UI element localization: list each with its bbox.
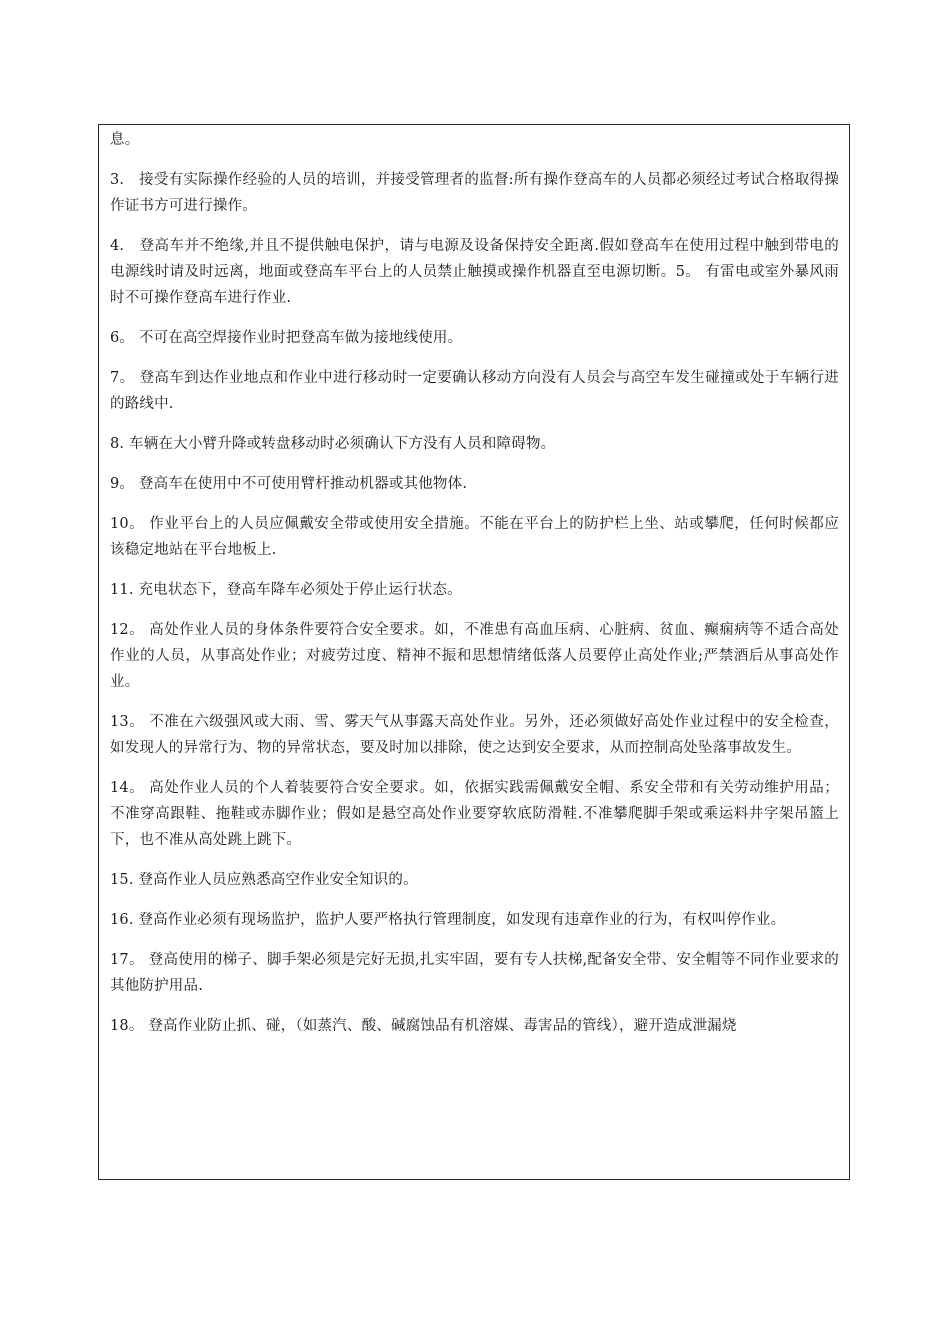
document-frame (98, 124, 850, 1180)
paragraph-item-18: 18。 登高作业防止抓、碰，（如蒸汽、酸、碱腐蚀品有机溶媒、毒害品的管线），避开造成泄漏烧 (110, 1018, 737, 1034)
paragraph-item-7: 7。 登高车到达作业地点和作业中进行移动时一定要确认移动方向没有人员会与高空车发生碰撞或处于车辆行进的路线中. (110, 370, 839, 412)
paragraph-item-6: 6。 不可在高空焊接作业时把登高车做为接地线使用。 (110, 330, 463, 346)
paragraph-item-13: 13。 不准在六级强风或大雨、雪、雾天气从事露天高处作业。另外，还必须做好高处作业过程中的安全检查，如发现人的异常行为、物的异常状态，要及时加以排除，使之达到安全要求，从而控制高处坠落事故发生。 (110, 714, 839, 756)
paragraph-item-15: 15. 登高作业人员应熟悉高空作业安全知识的。 (110, 872, 418, 888)
paragraph-item-3: 3. 接受有实际操作经验的人员的培训，并接受管理者的监督:所有操作登高车的人员都必须经过考试合格取得操作证书方可进行操作。 (110, 172, 839, 214)
paragraph-item-17: 17。 登高使用的梯子、脚手架必须是完好无损,扎实牢固，要有专人扶梯,配备安全带、安全帽等不同作业要求的其他防护用品. (110, 952, 839, 994)
document-body (99, 125, 849, 1039)
paragraph-item-16: 16. 登高作业必须有现场监护，监护人要严格执行管理制度，如发现有违章作业的行为，有权叫停作业。 (110, 912, 786, 928)
paragraph-item-14: 14。 高处作业人员的个人着装要符合安全要求。如，依据实践需佩戴安全帽、系安全带和有关劳动维护用品；不准穿高跟鞋、拖鞋或赤脚作业；假如是悬空高处作业要穿软底防滑鞋.不准攀爬脚手架或乘运料井字架吊篮上下，也不准从高处跳上跳下。 (110, 780, 839, 848)
paragraph-item-9: 9。 登高车在使用中不可使用臂杆推动机器或其他物体. (110, 476, 468, 492)
paragraph-continuation: 息。 (110, 132, 140, 148)
paragraph-item-12: 12。 高处作业人员的身体条件要符合安全要求。如，不准患有高血压病、心脏病、贫血、癫痫病等不适合高处作业的人员，从事高处作业；对疲劳过度、精神不振和思想情绪低落人员要停止高处作业;严禁酒后从事高处作业。 (110, 622, 839, 690)
paragraph-item-11: 11. 充电状态下，登高车降车必须处于停止运行状态。 (110, 582, 462, 598)
paragraph-item-10: 10。 作业平台上的人员应佩戴安全带或使用安全措施。不能在平台上的防护栏上坐、站或攀爬，任何时候都应该稳定地站在平台地板上. (110, 516, 839, 558)
paragraph-item-8: 8. 车辆在大小臂升降或转盘移动时必须确认下方没有人员和障碍物。 (110, 436, 556, 452)
paragraph-item-4-5: 4. 登高车并不绝缘,并且不提供触电保护，请与电源及设备保持安全距离.假如登高车在使用过程中触到带电的电源线时请及时远离，地面或登高车平台上的人员禁止触摸或操作机器直至电源切断。5。 有雷电或室外暴风雨时不可操作登高车进行作业. (110, 238, 839, 306)
